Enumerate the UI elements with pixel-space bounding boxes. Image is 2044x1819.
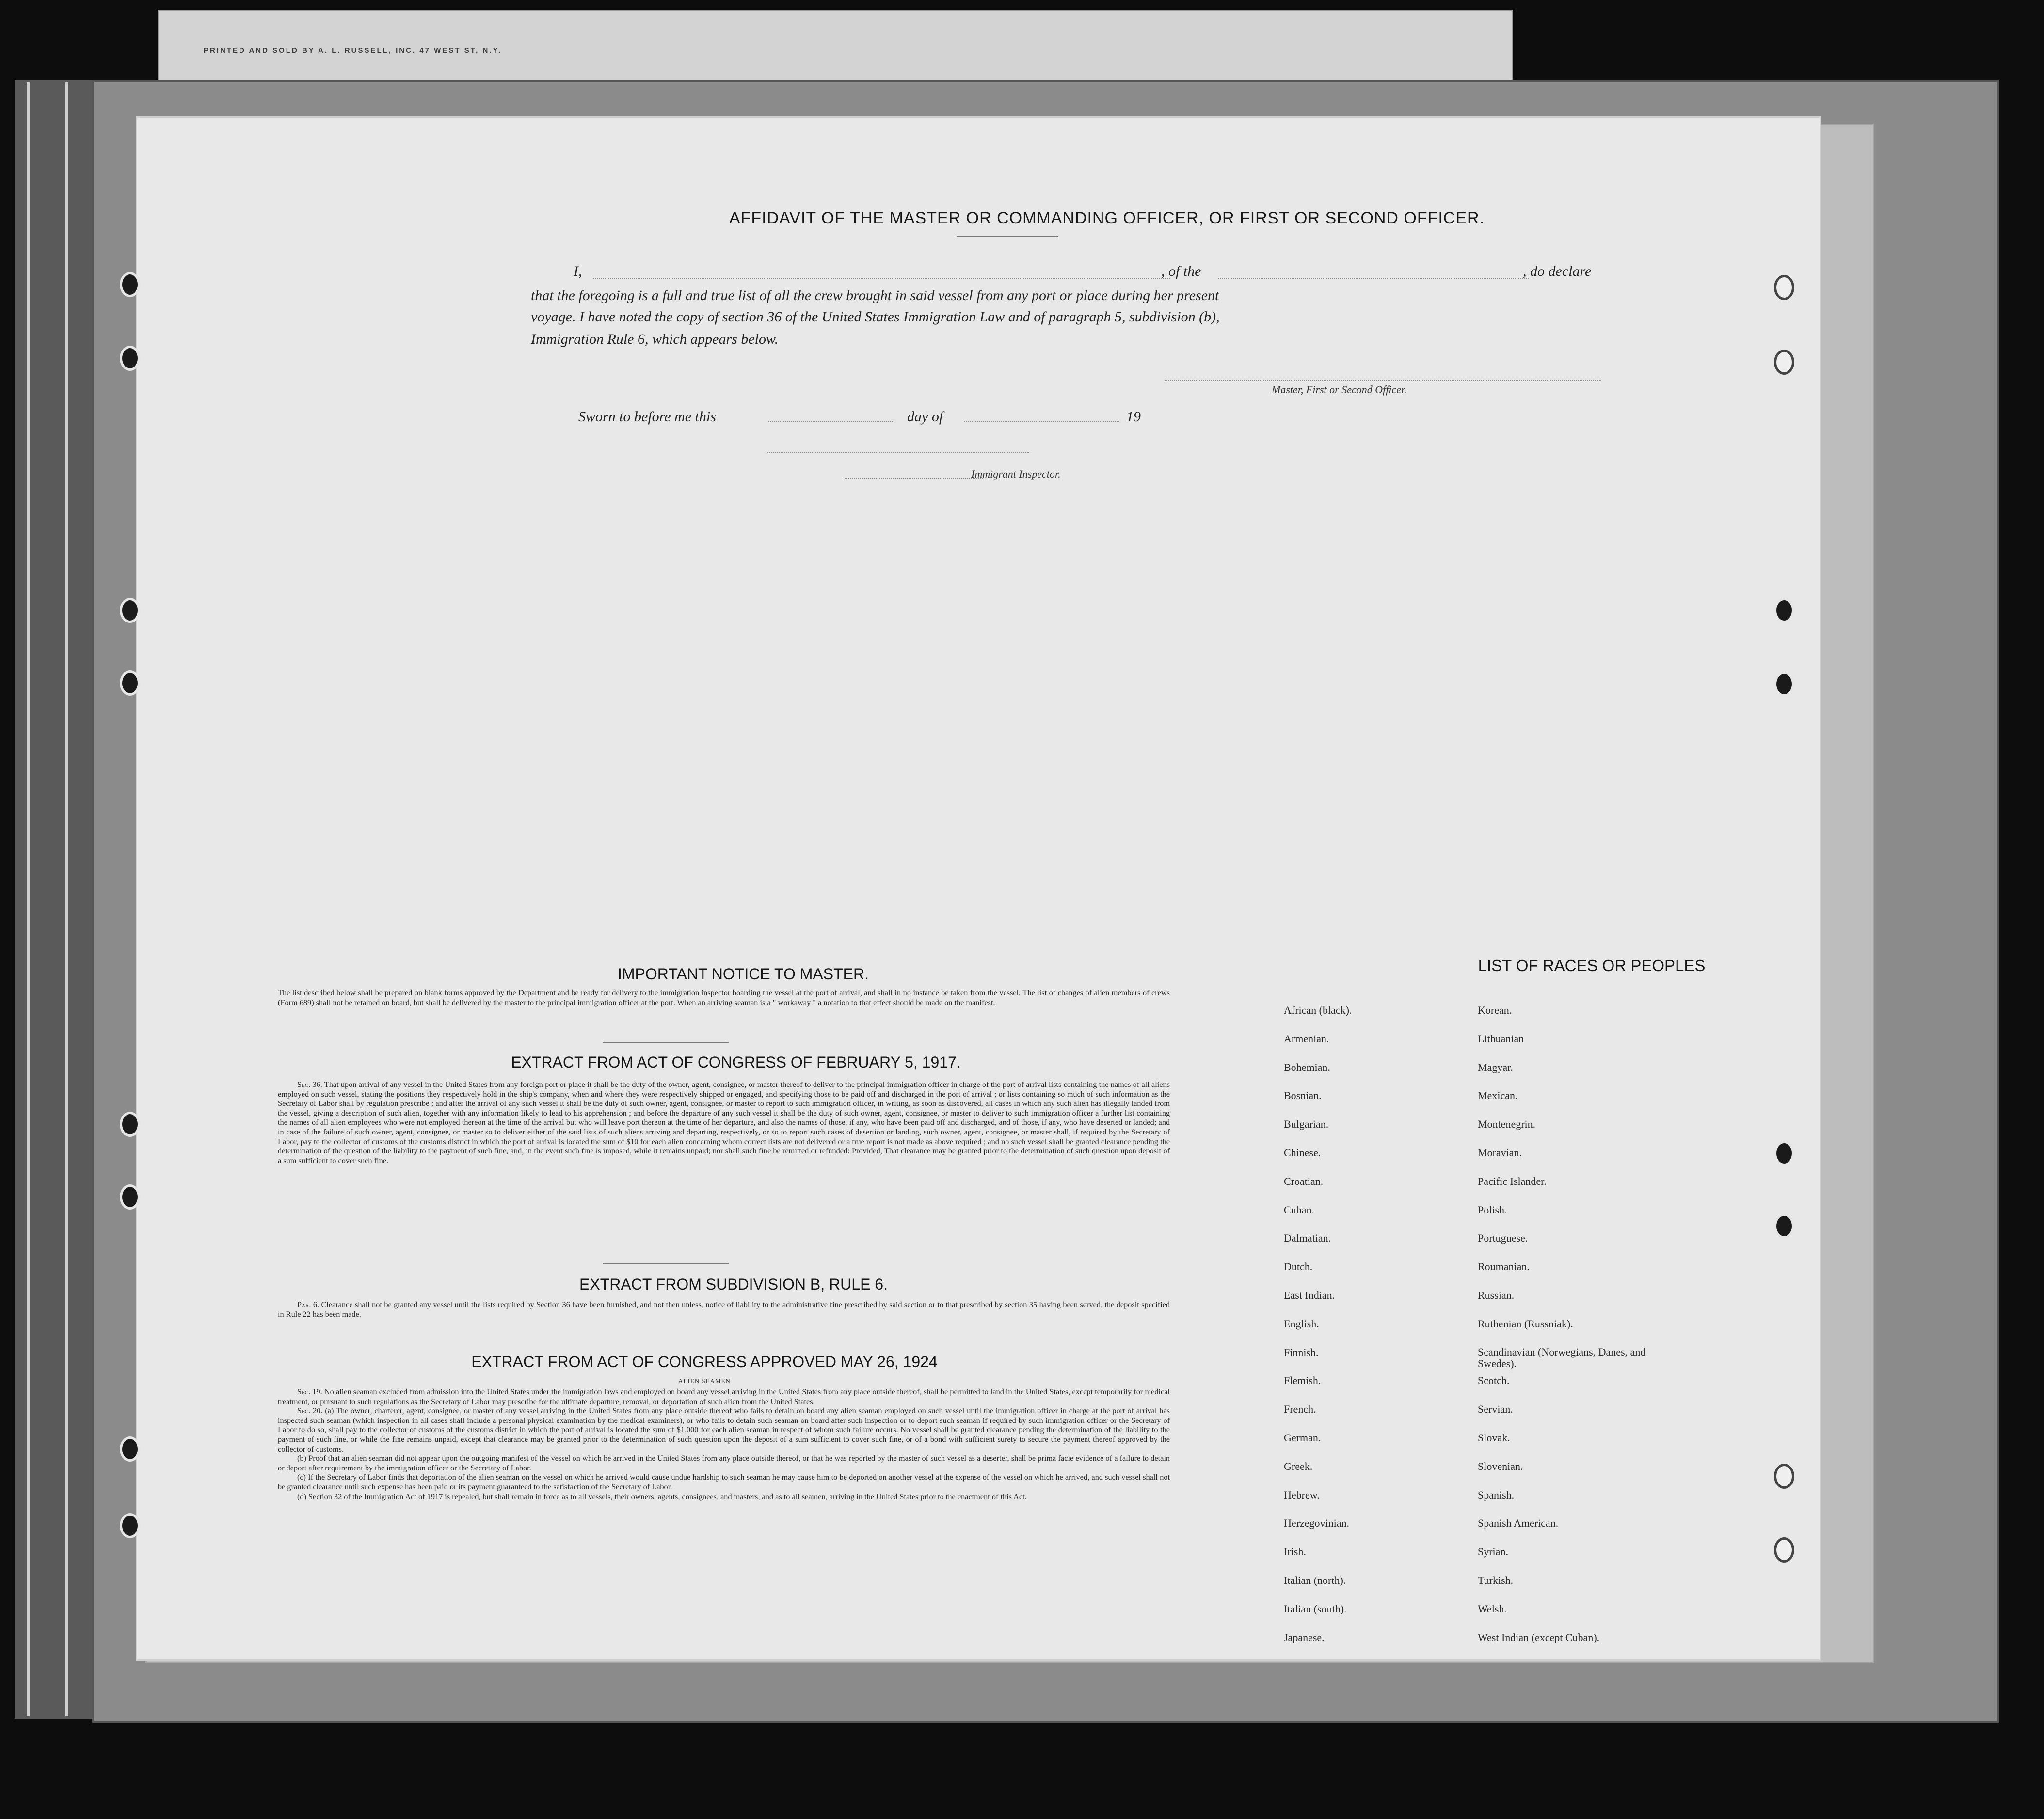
race-item: Servian. (1478, 1403, 1513, 1416)
punch-hole (120, 346, 140, 371)
race-item: African (black). (1284, 1004, 1352, 1016)
punch-hole (120, 1513, 140, 1538)
race-item: Japanese. (1284, 1631, 1325, 1643)
sec-20a-text: (a) The owner, charterer, agent, consignee, or master of any vessel arriving in the United States from any place outside thereof who fails to detain on board any alien seaman employed on such vessel until the immigration officer in charge at the port of arrival has inspected such seaman (which inspection in all cases shall include a personal physical examination by the medical examiners), or who fails to detain such seaman on board after such inspection or to deport such seaman if required by such immigration officer or the Secretary of Labor to do so, shall pay to the collector of customs of the customs district in which the port of arrival is located the sum of $1,000 for each alien seaman in respect of whom such failure occurs. No vessel shall be granted clearance pending the determination of the liability to the payment of such fine, or while the fine remains unpaid, except that clearance may be granted prior to the determination of such question upon the deposit of a sum sufficient to cover such fine, or of a bond with sufficient surety to secure the payment thereof approved by the collector of customs. (278, 1406, 1170, 1453)
race-item: Flemish. (1284, 1374, 1321, 1387)
rule-6-text (278, 1300, 1170, 1319)
punch-hole (1774, 350, 1794, 375)
punch-hole (120, 1436, 140, 1462)
punch-hole (120, 272, 140, 297)
races-title: LIST OF RACES OR PEOPLES (1478, 957, 1706, 974)
sec-19-text: No alien seaman excluded from admission into the United States under the immigration laws and employed on board any vessel arriving in the United States from any place outside thereof, shall be permitted to land in the United States, except temporarily for medical treatment, or pursuant to such regulations as the Secretary of Labor may prescribe for the ultimate departure, removal, or deportation of such alien from the United States. (278, 1387, 1170, 1406)
race-item: Cuban. (1284, 1203, 1314, 1216)
race-item: Russian. (1478, 1289, 1515, 1301)
name-blank (593, 278, 1170, 279)
race-item: Scandinavian (Norwegians, Danes, and Swedes). (1478, 1345, 1646, 1370)
race-item: Syrian. (1478, 1546, 1508, 1558)
sworn-month-blank (964, 421, 1119, 422)
punch-hole (120, 598, 140, 623)
sec-20d-paragraph: (d) Section 32 of the Immigration Act of 1917 is repealed, but shall remain in force as to all vessels, their owners, agents, consignees, and masters, and as to all seamen, arriving in the United States prior to the enactment of this Act. (297, 1491, 1027, 1501)
affidavit-line-4: Immigration Rule 6, which appears below. (531, 331, 779, 347)
race-item: Spanish. (1478, 1488, 1515, 1501)
race-item: Chinese. (1284, 1146, 1321, 1159)
sec-20a-paragraph (278, 1406, 1170, 1453)
race-item: Pacific Islander. (1478, 1175, 1547, 1187)
act-1917-title: EXTRACT FROM ACT OF CONGRESS OF FEBRUARY 5, 1917. (511, 1053, 961, 1071)
act-1924-text (278, 1387, 1170, 1501)
race-item: Dalmatian. (1284, 1232, 1331, 1245)
affidavit-title: AFFIDAVIT OF THE MASTER OR COMMANDING OFFICER, OR FIRST OR SECOND OFFICER. (729, 209, 1485, 227)
act-1917-section-label: Sec. 36. (297, 1080, 322, 1089)
race-item: Portuguese. (1478, 1232, 1528, 1245)
race-item: Korean. (1478, 1004, 1512, 1016)
sworn-day-blank (768, 421, 894, 422)
punch-hole (1774, 1213, 1794, 1239)
race-item: Ruthenian (Russniak). (1478, 1317, 1573, 1330)
section-rule (603, 1042, 729, 1043)
race-item: Moravian. (1478, 1146, 1522, 1159)
punch-hole (1774, 1464, 1794, 1489)
race-item: Montenegrin. (1478, 1118, 1536, 1131)
sec-19-paragraph (278, 1387, 1170, 1406)
race-item: Spanish American. (1478, 1517, 1559, 1530)
rule-6-par-label: Par. 6. (297, 1300, 319, 1309)
manifest-page (136, 116, 1821, 1661)
race-item: English. (1284, 1317, 1319, 1330)
affidavit-line-3: voyage. I have noted the copy of section 36 of the United States Immigration Law and of paragraph 5, subdivision (b), (531, 309, 1220, 325)
race-item: German. (1284, 1431, 1321, 1444)
master-signature-label: Master, First or Second Officer. (1272, 383, 1407, 396)
affidavit-i: I, (574, 263, 582, 279)
race-item: Finnish. (1284, 1346, 1319, 1358)
race-item: Bosnian. (1284, 1089, 1322, 1102)
notice-text: The list described below shall be prepared on blank forms approved by the Department and be ready for delivery to the immigration inspector boarding the vessel at the port of arrival, and shall in no instance be taken from the vessel. The list of changes of alien members of crews (Form 689) shall not be retained on board, but shall be delivered by the master to the principal immigration officer at the port. When an arriving seaman is a " workaway " a notation to that effect should be made on the manifest. (278, 988, 1170, 1007)
race-item: Italian (north). (1284, 1574, 1346, 1586)
day-of-text: day of (907, 409, 943, 425)
race-item: French. (1284, 1403, 1316, 1416)
sworn-text: Sworn to before me this (578, 409, 716, 425)
race-item: Italian (south). (1284, 1602, 1347, 1615)
binder-edge-line (65, 82, 68, 1716)
affidavit-declare: , do declare (1523, 263, 1592, 279)
sec-19-label: Sec. 19. (297, 1387, 322, 1396)
race-item: Armenian. (1284, 1032, 1329, 1045)
race-item: Mexican. (1478, 1089, 1518, 1102)
race-item: Hebrew. (1284, 1488, 1320, 1501)
master-signature-blank (1165, 380, 1601, 381)
races-right-column (1478, 1004, 1681, 1659)
race-item: Slovak. (1478, 1431, 1510, 1444)
races-left-column (1284, 1004, 1352, 1659)
race-item: Dutch. (1284, 1261, 1313, 1273)
race-item: Irish. (1284, 1546, 1306, 1558)
affidavit-line-2: that the foregoing is a full and true list of all the crew brought in said vessel from any port or place during her present (531, 287, 1219, 303)
race-item: West Indian (except Cuban). (1478, 1631, 1600, 1643)
act-1917-text (278, 1080, 1170, 1165)
affidavit-of-the: , of the (1161, 263, 1201, 279)
race-item: Slovenian. (1478, 1460, 1523, 1472)
race-item: Polish. (1478, 1203, 1507, 1216)
punch-hole (1774, 598, 1794, 623)
printer-credit: PRINTED AND SOLD BY A. L. RUSSELL, INC. 47 WEST ST, N.Y. (204, 47, 502, 55)
race-item: Bulgarian. (1284, 1118, 1329, 1131)
act-1917-body: That upon arrival of any vessel in the United States from any foreign port or place it shall be the duty of the owner, agent, consignee, or master thereof to deliver to the principal immigration officer in charge of the port of arrival lists containing the names of all aliens employed on such vessel, stating the positions they respectively hold in the ship's company, when and where they were respectively shipped or engaged, and specifying those to be paid off and discharged in the port of arrival ; or lists containing so much of such information as the Secretary of Labor shall by regulation prescribe ; and after the arrival of any such vessel it shall be the duty of such owner, agent, consignee, or master to report to such immigration officer, in writing, as soon as discovered, all cases in which any such alien has illegally landed from the vessel, giving a description of such alien, together with any information likely to lead to his apprehension ; and before the departure of any such vessel it shall be the duty of such owner, agent, consignee, or master to deliver to such immigration officer a further list containing the names of all alien employees who were not employed thereon at the time of the arrival but who will leave port thereon at the time of her departure, and also the names of those, if any, who have been paid off and discharged, and of those, if any, who have deserted or landed; and in case of the failure of such owner, agent, consignee, or master so to deliver either of the said lists of such aliens arriving and departing, respectively, or so to report such cases of desertion or landing, such owner, agent, consignee, or master shall, if required by the Secretary of Labor, pay to the collector of customs of the customs district in which the port of arrival is located the sum of $10 for each alien concerning whom correct lists are not delivered or a true report is not made as above required ; and no such vessel shall be granted clearance pending the determination of the question of the liability to the payment of such fine, and, in the event such fine is imposed, while it remains unpaid; nor shall such fine be remitted or refunded: Provided, That clearance may be granted prior to the determination of such question upon deposit of a sum sufficient to cover such fine. (278, 1080, 1170, 1165)
inspector-signature-blank (767, 452, 1029, 453)
rule-6-body: Clearance shall not be granted any vessel until the lists required by Section 36 have been furnished, and not then unless, notice of liability to the administrative fine prescribed by said section or to that prescribed by section 35 having been served, the deposit specified in Rule 22 has been made. (278, 1300, 1170, 1319)
punch-hole (1774, 671, 1794, 697)
race-item: East Indian. (1284, 1289, 1335, 1301)
sec-20-label: Sec. 20. (297, 1406, 323, 1416)
notice-title: IMPORTANT NOTICE TO MASTER. (618, 965, 869, 983)
act-1924-subtitle: ALIEN SEAMEN (678, 1377, 731, 1385)
race-item: Bohemian. (1284, 1061, 1330, 1073)
title-rule (957, 236, 1058, 237)
punch-hole (1774, 1141, 1794, 1166)
race-item: Welsh. (1478, 1602, 1507, 1615)
section-rule (603, 1263, 729, 1264)
punch-hole (120, 670, 140, 696)
binder-edge-line (27, 82, 30, 1716)
race-item: Turkish. (1478, 1574, 1514, 1586)
punch-hole (120, 1112, 140, 1137)
punch-hole (1774, 275, 1794, 300)
year-prefix: 19 (1126, 409, 1141, 425)
vessel-blank (1218, 278, 1529, 279)
race-item: Herzegovinian. (1284, 1517, 1349, 1530)
punch-hole (120, 1184, 140, 1210)
race-item: Greek. (1284, 1460, 1313, 1472)
punch-hole (1774, 1537, 1794, 1563)
inspector-label: Immigrant Inspector. (971, 468, 1061, 480)
rule-6-title: EXTRACT FROM SUBDIVISION B, RULE 6. (579, 1276, 888, 1293)
inspector-signature-blank-2 (845, 478, 983, 479)
race-item: Magyar. (1478, 1061, 1513, 1073)
race-item: Roumanian. (1478, 1261, 1530, 1273)
race-item: Croatian. (1284, 1175, 1324, 1187)
act-1924-title: EXTRACT FROM ACT OF CONGRESS APPROVED MAY 26, 1924 (471, 1353, 938, 1371)
race-item: Lithuanian (1478, 1032, 1524, 1045)
race-item: Scotch. (1478, 1374, 1510, 1387)
sec-20b-paragraph: (b) Proof that an alien seaman did not appear upon the outgoing manifest of the vessel on which he arrived in the United States from any place outside thereof, or that he was reported by the master of such vessel as a deserter, shall be prima facie evidence of a failure to detain or deport after requirement by the immigration officer or the Secretary of Labor. (278, 1453, 1170, 1472)
sec-20c-paragraph: (c) If the Secretary of Labor finds that deportation of the alien seaman on the vessel on which he arrived would cause undue hardship to such seaman he may cause him to be deported on another vessel at the expense of the vessel on which he arrived, and such vessel shall not be granted clearance until such expense has been paid or its payment guaranteed to the satisfaction of the Secretary of Labor. (278, 1472, 1170, 1491)
